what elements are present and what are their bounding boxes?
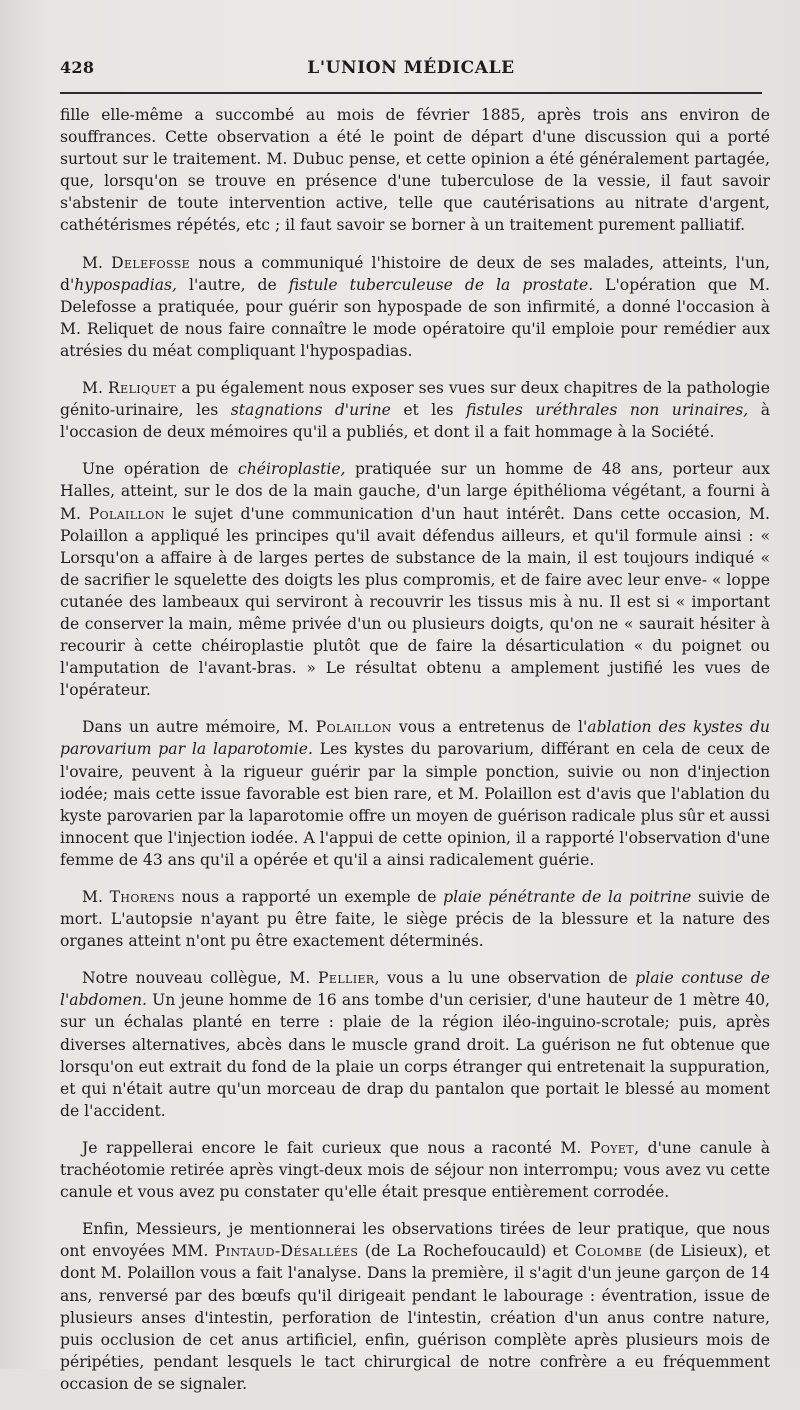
paragraph-delefosse: M. Delefosse nous a communiqué l'histoire de deux de ses malades, atteints, l'un, d'hypospadias, l'autre, de fistule tuberculeuse de la prostate. L'opération que M. Delefosse a pratiquée, pour guérir son hypospade de son infirmité, a donné l'occasion à M. Reliquet de nous faire connaître le mode opératoire qu'il emploie pour remédier aux atrésies du méat compliquant l'hypospadias. [60, 253, 770, 360]
author-name: Pellier [318, 969, 375, 988]
author-name: Polaillon [88, 504, 165, 523]
paragraph-parovarium: Dans un autre mémoire, M. Polaillon vous a entretenus de l'ablation des kystes du parovarium par la laparotomie. Les kystes du parovarium, différant en cela de ceux de l'ovaire, peuvent à la rigueur guérir par la simple ponction, suivie ou non d'injection iodée; mais cette issue favorable est bien rare, et M. Polaillon est d'avis que l'ablation du kyste parovarien par la laparotomie offre un moyen de guérison radicale plus sûr et aussi innocent que l'injection iodée. A l'appui de cette opinion, il a rapporté l'observation d'une femme de 43 ans qu'il a opérée et qu'il a ainsi radicalement guérie. [60, 718, 771, 869]
paragraph-continuation: fille elle-même a succombé au mois de février 1885, après trois ans environ de souffrances. Cette observation a été le point de départ d'une discussion qui a porté surtout sur le traitement. M. Dubuc pense, et cette opinion a été généralement partagée, que, lorsqu'on se trouve en présence d'une tuberculose de la vessie, il faut savoir s'abstenir de toute intervention active, telle que cautérisations au nitrate d'argent, cathétérismes répétés, etc ; il faut savoir se borner à un traitement purement palliatif. [60, 106, 770, 235]
author-name: Colombe [574, 1242, 643, 1261]
author-name: Delefosse [111, 253, 191, 272]
author-name: Pintaud-Désallées [214, 1242, 359, 1261]
paragraph-pellier: Notre nouveau collègue, M. Pellier, vous a lu une observation de plaie contuse de l'abdomen. Un jeune homme de 16 ans tombe d'un cerisier, d'une hauteur de 1 mètre 40, sur un échalas planté en terre : plaie de la région iléo-inguino-scrotale; puis, après diverses alternatives, abcès dans le muscle grand droit. La guérison ne fut obtenue que lorsqu'on eut extrait du fond de la plaie un corps étranger qui entretenait la suppuration, et qui n'était autre qu'un morceau de drap du pantalon que portait le blessé au moment de l'accident. [60, 969, 770, 1120]
paragraph-cheiroplastie: Une opération de chéiroplastie, pratiquée sur un homme de 48 ans, porteur aux Halles, atteint, sur le dos de la main gauche, d'un large épithélioma végétant, a fourni à M. Polaillon le sujet d'une communication d'un haut intérêt. Dans cette occasion, M. Polaillon a appliqué les principes qu'il avait défendus ailleurs, et qu'il formule ainsi : « Lorsqu'on a affaire à de larges pertes de substance de la main, il est toujours indiqué « de sacrifier le squelette des doigts les plus compromis, et de faire avec leur enve- « loppe cutanée des lambeaux qui serviront à recouvrir les tissus mis à nu. Il est si « important de conserver la main, même privée d'un ou plusieurs doigts, qu'on ne « saurait hésiter à recourir à cette chéiroplastie plutôt que de faire la désarticulation « du poignet ou l'amputation de l'avant-bras. » Le résultat obtenu a amplement justifié les vues de l'opérateur. [60, 460, 771, 700]
author-name: Thorens [109, 888, 175, 906]
journal-title: L'UNION MÉDICALE [307, 58, 515, 78]
author-name: Reliquet [108, 379, 177, 398]
page-number: 428 [60, 58, 95, 77]
page-header [60, 58, 762, 86]
author-name: Polaillon [315, 718, 392, 737]
paragraph-reliquet: M. Reliquet a pu également nous exposer ses vues sur deux chapitres de la pathologie génito-urinaire, les stagnations d'urine et les fistules uréthrales non urinaires, à l'occasion de deux mémoires qu'il a publiés, et dont il a fait hommage à la Société. [60, 379, 771, 442]
paragraph-thorens: M. Thorens nous a rapporté un exemple de plaie pénétrante de la poitrine suivie de mort. L'autopsie n'ayant pu être faite, le siège précis de la blessure et la nature des organes atteint n'ont pu être exactement déterminés. [60, 888, 770, 951]
author-name: Poyet [589, 1138, 635, 1157]
article-body [60, 104, 770, 1410]
paragraph-poyet: Je rappellerai encore le fait curieux que nous a raconté M. Poyet, d'une canule à trachéotomie retirée après vingt-deux mois de séjour non interrompu; vous avez vu cette canule et vous avez pu constater qu'elle était presque entièrement corrodée. [60, 1138, 770, 1202]
header-rule [60, 92, 762, 94]
paragraph-enfin: Enfin, Messieurs, je mentionnerai les observations tirées de leur pratique, que nous ont envoyées MM. Pintaud-Désallées (de La Rochefoucauld) et Colombe (de Lisieux), et dont M. Polaillon vous a fait l'analyse. Dans la première, il s'agit d'un jeune garçon de 14 ans, renversé par des bœufs qu'il dirigeait pendant le labourage : éventration, issue de plusieurs anses d'intestin, perforation de l'intestin, création d'un anus contre nature, puis occlusion de cet anus artificiel, enfin, guérison complète après plusieurs mois de péripéties, pendant lesquels le tact chirurgical de notre confrère a eu fréquemment occasion de se signaler. [60, 1220, 770, 1393]
